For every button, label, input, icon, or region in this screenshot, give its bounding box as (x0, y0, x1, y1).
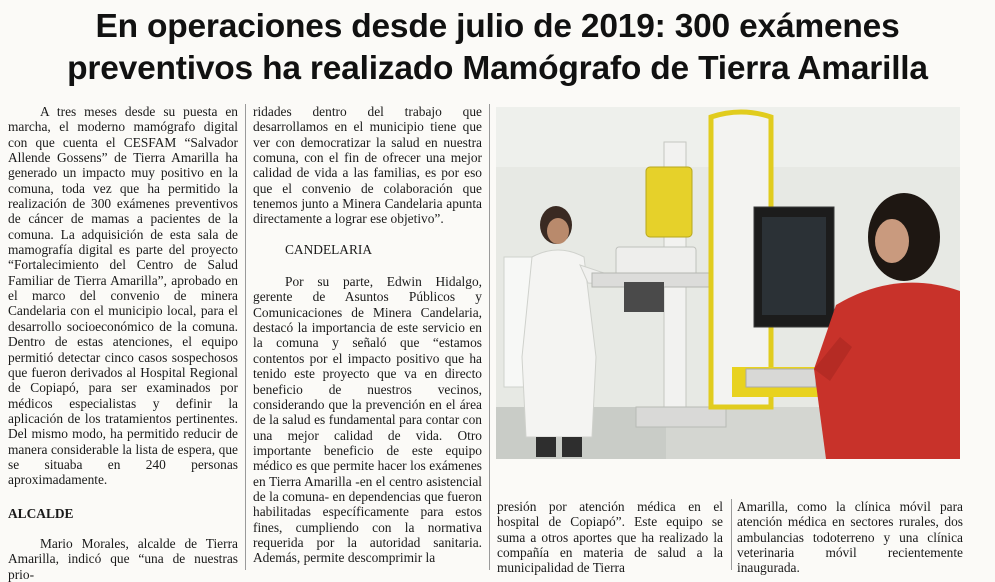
headline (0, 6, 995, 90)
column-rule (489, 104, 490, 570)
column-rule (245, 104, 246, 570)
paragraph: Amarilla, como la clínica móvil para atención médica en sectores rurales, dos ambulancias todoterreno y una clínica veterinaria móvil recientemente inaugurada. (737, 499, 963, 576)
article-column-3 (497, 499, 723, 576)
paragraph: Por su parte, Edwin Hidalgo, gerente de Asuntos Públicos y Comunicaciones de Minera Candelaria, destacó la importancia de este servicio en la comuna y señaló que “estamos contentos por el impacto positivo que ha tenido este proyecto que va en directo beneficio de nuestros vecinos, considerando que la prevención en el área de la salud es fundamental para contar con una mejor calidad de vida. Otro importante beneficio de este equipo médico es que permite hacer los exámenes en Tierra Amarilla -en el centro asistencial de la comuna- en dependencias que fueron habilitadas específicamente para estos fines, cumpliendo con la normativa requerida por la autoridad sanitaria. Además, permite descomprimir la (253, 274, 482, 566)
article-column-2 (253, 104, 482, 566)
paragraph: presión por atención médica en el hospital de Copiapó”. Este equipo se suma a otros aportes que ha realizado la compañía en materia de salud a la municipalidad de Tierra (497, 499, 723, 576)
headline-line-2: preventivos ha realizado Mamógrafo de Tierra Amarilla (67, 50, 928, 87)
paragraph: Mario Morales, alcalde de Tierra Amarilla, indicó que “una de nuestras prio- (8, 535, 238, 582)
mammography-photo (496, 107, 960, 459)
column-rule (731, 499, 732, 570)
paragraph: ridades dentro del trabajo que desarrollamos en el municipio tiene que ver con democratizar la salud en nuestra comuna, con el fin de ofrecer una mejor calidad de vida a las familias, es por eso que el convenio de colaboración que tenemos junto a Minera Candelaria apunta directamente a lograr ese objetivo”. (253, 104, 482, 227)
article-column-4 (737, 499, 963, 576)
subhead-alcalde: ALCALDE (8, 505, 74, 521)
paragraph: A tres meses desde su puesta en marcha, el moderno mamógrafo digital con que cuenta el CESFAM “Salvador Allende Gossens” de Tierra Amarilla ha generado un impacto muy positivo en la comuna, toda vez que ha permitido la realización de 300 exámenes preventivos de cáncer de mamas a pacientes de la comuna. La adquisición de esta sala de mamografía digital es parte del proyecto “Fortalecimiento del Centro de Salud Familiar de Tierra Amarilla”, aprobado en el marco del convenio de minera Candelaria con el municipio local, para el desarrollo socioeconómico de la comuna. Dentro de estas atenciones, el equipo permitió detectar cinco casos sospechosos que fueron derivados al Hospital Regional de Copiapó, para ser examinados por médicos especialistas y definir la aplicación de los tratamientos pertinentes. Del mismo modo, ha permitido reducir de manera considerable la lista de espera, que se situaba en 240 personas aproximadamente. (8, 104, 238, 488)
subhead-candelaria: CANDELARIA (285, 241, 373, 257)
article-column-1 (8, 104, 238, 582)
headline-line-1: En operaciones desde julio de 2019: 300 exámenes (95, 8, 900, 45)
photo-illustration (496, 107, 960, 459)
